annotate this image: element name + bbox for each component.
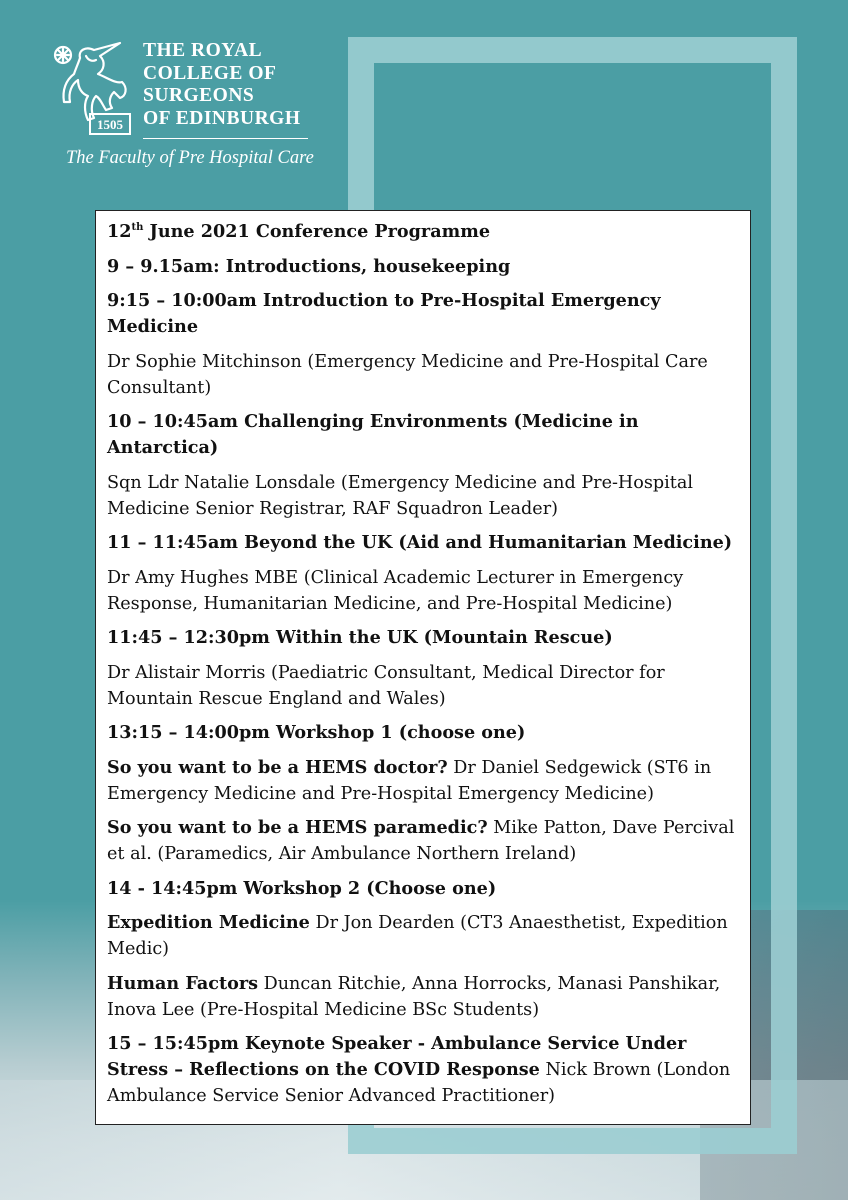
- college-name-line: SURGEONS: [143, 85, 255, 106]
- session-2-title: 10 – 10:45am Challenging Environments (Medicine in Antarctica): [107, 411, 639, 458]
- logo-divider: [143, 138, 308, 139]
- crest-year: 1505: [97, 117, 123, 132]
- workshop-1-option-a: [107, 755, 740, 807]
- session-4-title: 11:45 – 12:30pm Within the UK (Mountain Rescue): [107, 627, 613, 648]
- title-day: 12: [107, 221, 132, 242]
- title-rest: June 2021 Conference Programme: [143, 221, 491, 242]
- title-suffix: th: [131, 222, 144, 233]
- college-name: [143, 40, 301, 130]
- workshop-2-option-a: [107, 910, 740, 962]
- college-name-line: THE ROYAL: [143, 40, 263, 61]
- workshop-1-title: 13:15 – 14:00pm Workshop 1 (choose one): [107, 722, 526, 743]
- college-name-line: COLLEGE OF: [143, 62, 277, 84]
- workshop-2-title: 14 - 14:45pm Workshop 2 (Choose one): [107, 877, 497, 899]
- unicorn-crest-icon: [50, 38, 138, 138]
- keynote-speaker: Nick Brown (London Ambulance Service Senior Advanced Practitioner): [107, 1060, 731, 1106]
- programme-title: [107, 219, 740, 245]
- programme-card: [95, 210, 751, 1125]
- workshop-option-heading: So you want to be a HEMS doctor?: [107, 756, 448, 778]
- keynote: [107, 1031, 740, 1109]
- college-name-line: OF EDINBURGH: [143, 107, 301, 129]
- session-intro: 9 – 9.15am: Introductions, housekeeping: [107, 255, 511, 277]
- session-2-speaker: Sqn Ldr Natalie Lonsdale (Emergency Medicine and Pre-Hospital Medicine Senior Registrar, RAF Squadron Leader): [107, 472, 693, 519]
- faculty-name: The Faculty of Pre Hospital Care: [66, 148, 314, 168]
- workshop-2-option-b: [107, 971, 740, 1023]
- session-3-speaker: Dr Amy Hughes MBE (Clinical Academic Lecturer in Emergency Response, Humanitarian Medicine, and Pre-Hospital Medicine): [107, 567, 684, 614]
- workshop-option-detail: Duncan Ritchie, Anna Horrocks, Manasi Panshikar, Inova Lee (Pre-Hospital Medicine BSc Students): [107, 973, 721, 1020]
- workshop-option-detail: Dr Jon Dearden (CT3 Anaesthetist, Expedition Medic): [107, 913, 728, 959]
- college-logo: [50, 38, 320, 178]
- workshop-option-detail: Mike Patton, Dave Percival et al. (Paramedics, Air Ambulance Northern Ireland): [107, 818, 735, 864]
- session-3-title: 11 – 11:45am Beyond the UK (Aid and Humanitarian Medicine): [107, 532, 733, 553]
- workshop-option-heading: Expedition Medicine: [107, 912, 310, 933]
- workshop-option-heading: So you want to be a HEMS paramedic?: [107, 817, 488, 838]
- workshop-option-heading: Human Factors: [107, 972, 259, 994]
- session-1-title: 9:15 – 10:00am Introduction to Pre-Hospital Emergency Medicine: [107, 290, 661, 337]
- workshop-option-detail: Dr Daniel Sedgewick (ST6 in Emergency Medicine and Pre-Hospital Emergency Medicine): [107, 757, 712, 804]
- session-4-speaker: Dr Alistair Morris (Paediatric Consultant, Medical Director for Mountain Rescue England and Wales): [107, 662, 665, 709]
- session-1-speaker: Dr Sophie Mitchinson (Emergency Medicine and Pre-Hospital Care Consultant): [107, 351, 708, 398]
- workshop-1-option-b: [107, 815, 740, 867]
- keynote-title: 15 – 15:45pm Keynote Speaker - Ambulance Service Under Stress – Reflections on the COVID Response: [107, 1033, 687, 1080]
